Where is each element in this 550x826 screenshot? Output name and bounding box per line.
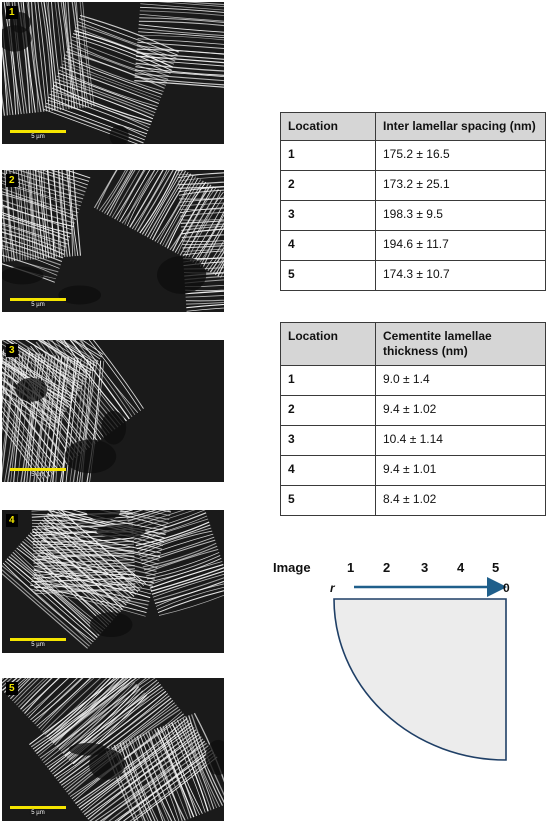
table-row (281, 396, 546, 426)
lamella-stroke (80, 15, 179, 52)
value-cell: 9.0 ± 1.4 (376, 366, 546, 396)
location-cell: 5 (281, 486, 376, 516)
lamella-stroke (177, 170, 224, 171)
quarter-section-drawing (270, 552, 530, 772)
scale-bar-line (10, 130, 66, 133)
location-cell: 4 (281, 456, 376, 486)
value-cell: 174.3 ± 10.7 (376, 261, 546, 291)
lamellar-texture (2, 2, 224, 144)
micrograph-2 (2, 170, 224, 312)
quarter-circle-section (334, 599, 506, 760)
lamella-stroke (181, 218, 224, 223)
column-header: Inter lamellar spacing (nm) (376, 113, 546, 141)
scale-bar-line (10, 638, 66, 641)
location-cell: 2 (281, 171, 376, 201)
lamella-stroke (141, 2, 224, 3)
table-row (281, 201, 546, 231)
table-row (281, 141, 546, 171)
value-cell: 9.4 ± 1.02 (376, 396, 546, 426)
micrograph-number: 1 (6, 6, 18, 19)
scale-bar (10, 298, 66, 308)
scale-bar-label: 5 µm (31, 810, 45, 816)
thickness-table (280, 322, 546, 516)
lamellar-texture (2, 340, 224, 482)
center-label: 0 (503, 581, 510, 595)
position-label: 5 (492, 560, 500, 575)
lamella-stroke (135, 170, 173, 230)
micrograph-4 (2, 510, 224, 653)
position-label: 4 (457, 560, 465, 575)
scale-bar (10, 638, 66, 648)
value-cell: 175.2 ± 16.5 (376, 141, 546, 171)
position-label: 3 (421, 560, 429, 575)
scale-bar-label: 5 µm (31, 134, 45, 140)
location-cell: 1 (281, 141, 376, 171)
column-header: Location (281, 113, 376, 141)
table-row (281, 231, 546, 261)
scale-bar (10, 806, 66, 816)
table-row (281, 456, 546, 486)
column-header: Cementite lamellae thickness (nm) (376, 323, 546, 366)
table-header-row (281, 323, 546, 366)
table-row (281, 486, 546, 516)
value-cell: 10.4 ± 1.14 (376, 426, 546, 456)
dark-region (101, 411, 126, 445)
lamella-stroke (144, 546, 217, 570)
table-row (281, 366, 546, 396)
lamella-stroke (140, 4, 224, 13)
lamella-stroke (215, 209, 224, 275)
radius-label: r (330, 581, 335, 595)
value-cell: 194.6 ± 11.7 (376, 231, 546, 261)
table-row (281, 171, 546, 201)
lamella-stroke (12, 678, 86, 701)
scale-bar (10, 468, 66, 478)
table-row (281, 261, 546, 291)
lamellar-texture (2, 510, 224, 653)
table-header-row (281, 113, 546, 141)
dark-region (15, 378, 47, 402)
lamella-stroke (17, 548, 107, 627)
scale-bar (10, 130, 66, 140)
location-cell: 3 (281, 201, 376, 231)
location-cell: 1 (281, 366, 376, 396)
location-cell: 2 (281, 396, 376, 426)
location-cell: 5 (281, 261, 376, 291)
scale-bar-label: 5 µm (31, 642, 45, 648)
position-diagram (270, 552, 530, 772)
micrograph-number: 3 (6, 344, 18, 357)
value-cell: 198.3 ± 9.5 (376, 201, 546, 231)
dark-region (90, 612, 133, 637)
location-cell: 3 (281, 426, 376, 456)
micrograph-number: 5 (6, 682, 18, 695)
micrograph-5 (2, 678, 224, 821)
dark-region (157, 256, 206, 294)
dark-region (2, 267, 44, 285)
lamellar-texture (2, 170, 224, 312)
dark-region (65, 439, 117, 473)
scale-bar-label: 5 µm (31, 302, 45, 308)
lamella-stroke (149, 732, 186, 821)
table-row (281, 426, 546, 456)
scale-bar-line (10, 806, 66, 809)
value-cell: 9.4 ± 1.01 (376, 456, 546, 486)
column-header: Location (281, 323, 376, 366)
micrograph-3 (2, 340, 224, 482)
lamella-stroke (152, 571, 224, 595)
location-cell: 4 (281, 231, 376, 261)
position-label: 2 (383, 560, 391, 575)
scale-bar-label: 5 µm (31, 472, 45, 478)
lamellar-texture (2, 678, 224, 821)
scale-bar-line (10, 298, 66, 301)
micrograph-1 (2, 2, 224, 144)
lamella-stroke (74, 31, 173, 68)
lamella-stroke (145, 170, 183, 236)
value-cell: 173.2 ± 25.1 (376, 171, 546, 201)
lamella-stroke (52, 88, 151, 125)
dark-region (69, 743, 108, 756)
spacing-table (280, 112, 546, 291)
micrograph-number: 2 (6, 174, 18, 187)
scale-bar-line (10, 468, 66, 471)
lamella-stroke (51, 91, 150, 128)
dark-region (96, 525, 145, 538)
lamella-stroke (57, 678, 131, 747)
micrograph-number: 4 (6, 514, 18, 527)
value-cell: 8.4 ± 1.02 (376, 486, 546, 516)
position-label: 1 (347, 560, 355, 575)
image-label: Image (273, 560, 311, 575)
